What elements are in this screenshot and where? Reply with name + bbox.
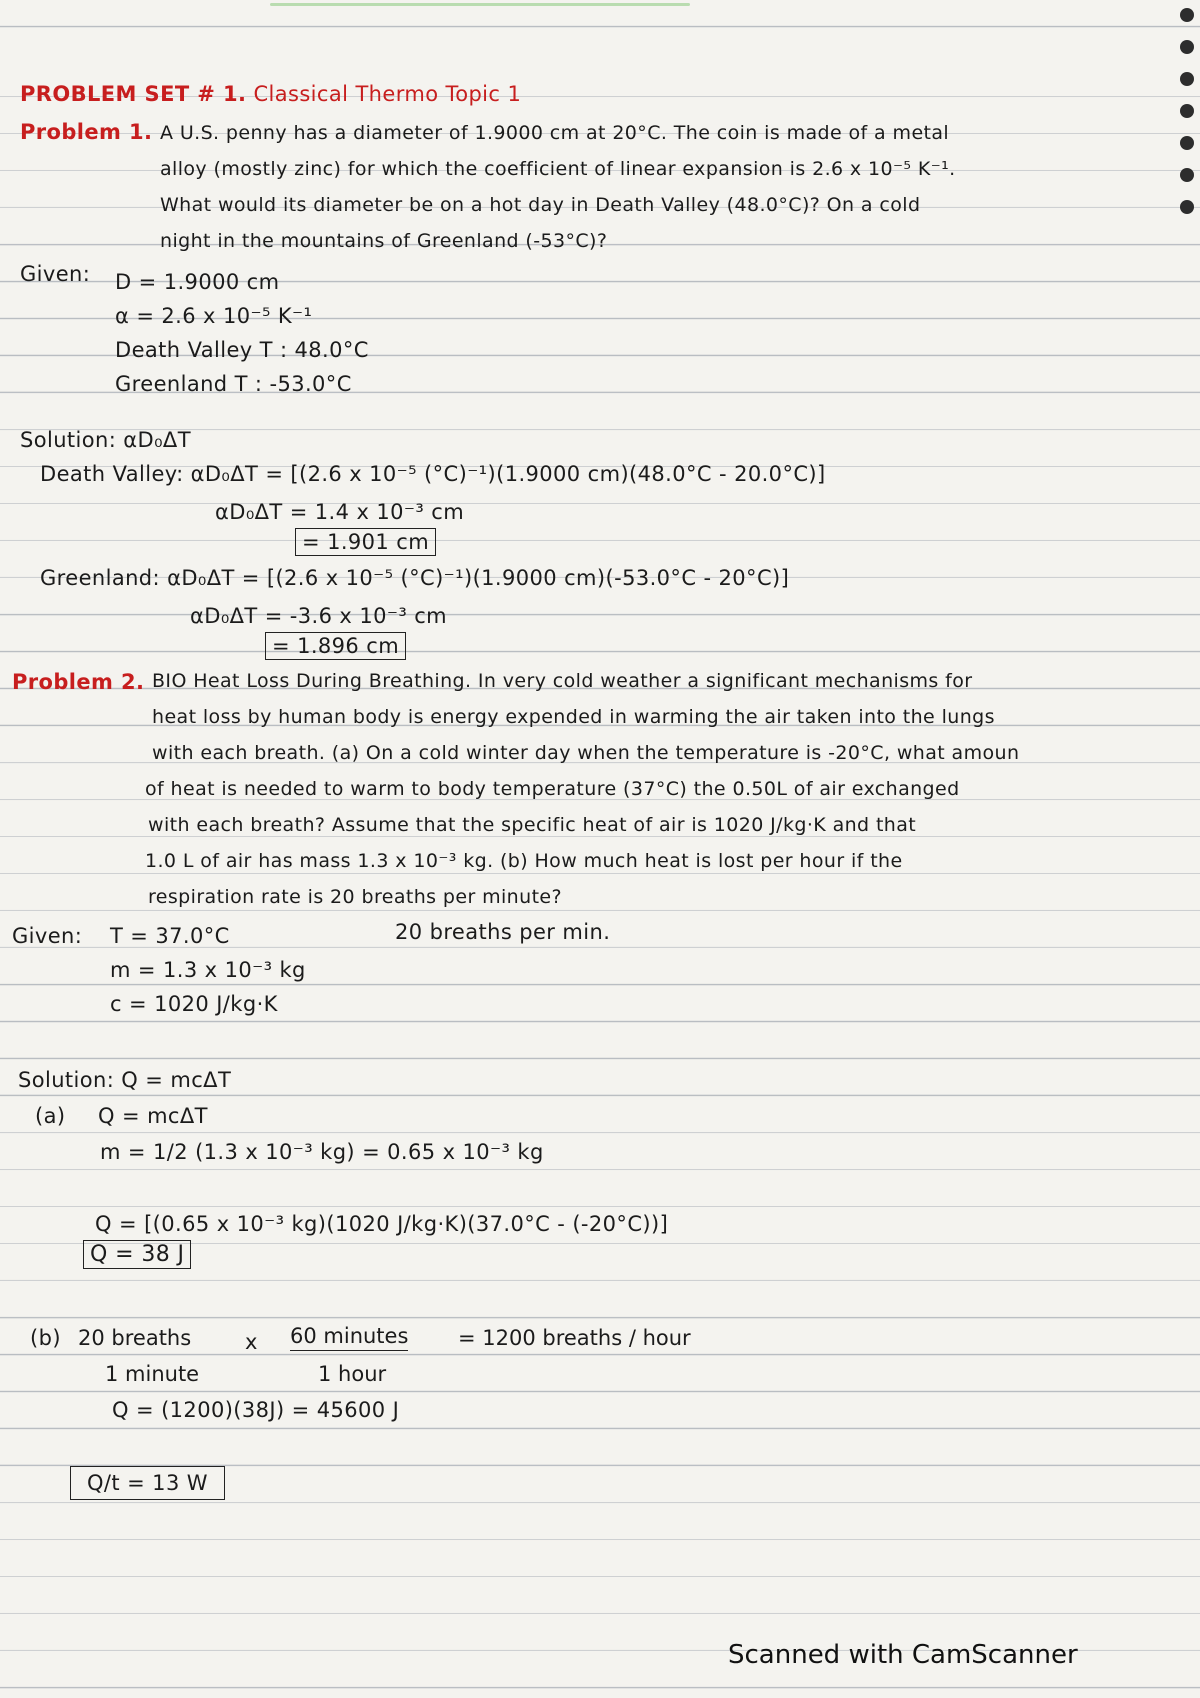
part-a-label: (a)	[35, 1104, 66, 1128]
top-edge-mark	[270, 3, 690, 6]
part-b-per-minute: 1 minute	[105, 1362, 200, 1386]
given-value: Greenland T : -53.0°C	[115, 372, 352, 396]
problem2-label: Problem 2.	[12, 670, 145, 694]
given-value: m = 1.3 x 10⁻³ kg	[110, 958, 306, 982]
problem1-statement-line: What would its diameter be on a hot day in Death Valley (48.0°C)? On a cold	[160, 194, 921, 216]
part-a-mass: m = 1/2 (1.3 x 10⁻³ kg) = 0.65 x 10⁻³ kg	[100, 1140, 544, 1164]
part-b-minutes: 60 minutes	[290, 1324, 408, 1351]
problem2-statement-line: with each breath? Assume that the specific heat of air is 1020 J/kg·K and that	[148, 814, 917, 836]
problem2-statement-line: BIO Heat Loss During Breathing. In very cold weather a significant mechanisms for	[152, 670, 973, 692]
given-value: D = 1.9000 cm	[115, 270, 280, 294]
part-b-calculation: Q = (1200)(38J) = 45600 J	[112, 1398, 400, 1422]
given-label: Given:	[20, 262, 91, 286]
given-value: c = 1020 J/kg·K	[110, 992, 278, 1016]
solution-label: Solution: αD₀ΔT	[20, 428, 191, 452]
part-a-answer: Q = 38 J	[83, 1240, 191, 1269]
part-b-answer: Q/t = 13 W	[70, 1466, 225, 1500]
death-valley-answer: = 1.901 cm	[295, 528, 436, 556]
part-b-label: (b)	[30, 1326, 61, 1350]
title-topic: Classical Thermo Topic 1	[253, 82, 522, 106]
death-valley-equation: Death Valley: αD₀ΔT = [(2.6 x 10⁻⁵ (°C)⁻¹)(1.9000 cm)(48.0°C - 20.0°C)]	[40, 462, 826, 486]
part-b-per-hour: 1 hour	[318, 1362, 387, 1386]
given-value: T = 37.0°C	[110, 924, 230, 948]
death-valley-expansion: αD₀ΔT = 1.4 x 10⁻³ cm	[215, 500, 465, 524]
binder-holes	[1172, 0, 1194, 230]
solution-label: Solution: Q = mcΔT	[18, 1068, 232, 1092]
problem1-label: Problem 1.	[20, 120, 153, 144]
greenland-equation: Greenland: αD₀ΔT = [(2.6 x 10⁻⁵ (°C)⁻¹)(1.9000 cm)(-53.0°C - 20°C)]	[40, 566, 790, 590]
problem2-statement-line: 1.0 L of air has mass 1.3 x 10⁻³ kg. (b) How much heat is lost per hour if the	[145, 850, 903, 872]
binder-hole	[1180, 136, 1194, 150]
problem2-statement-line: heat loss by human body is energy expended in warming the air taken into the lungs	[152, 706, 995, 728]
part-b-breaths: 20 breaths	[78, 1326, 192, 1350]
greenland-expansion: αD₀ΔT = -3.6 x 10⁻³ cm	[190, 604, 448, 628]
part-a-equation: Q = mcΔT	[98, 1104, 208, 1128]
binder-hole	[1180, 72, 1194, 86]
problem2-statement-line: respiration rate is 20 breaths per minute?	[148, 886, 562, 908]
greenland-answer: = 1.896 cm	[265, 632, 406, 660]
given-label: Given:	[12, 924, 83, 948]
problem1-statement-line: A U.S. penny has a diameter of 1.9000 cm at 20°C. The coin is made of a metal	[160, 122, 950, 144]
scanner-watermark: Scanned with CamScanner	[728, 1640, 1078, 1670]
part-a-calculation: Q = [(0.65 x 10⁻³ kg)(1020 J/kg·K)(37.0°C - (-20°C))]	[95, 1212, 669, 1236]
binder-hole	[1180, 8, 1194, 22]
binder-hole	[1180, 40, 1194, 54]
given-value: Death Valley T : 48.0°C	[115, 338, 369, 362]
problem2-statement-line: with each breath. (a) On a cold winter day when the temperature is -20°C, what amoun	[152, 742, 1020, 764]
problem1-statement-line: night in the mountains of Greenland (-53°C)?	[160, 230, 608, 252]
part-b-rate-result: = 1200 breaths / hour	[458, 1326, 691, 1350]
part-b-times: x	[245, 1330, 258, 1354]
given-breath-rate: 20 breaths per min.	[395, 920, 611, 944]
binder-hole	[1180, 168, 1194, 182]
page-title	[20, 82, 521, 106]
given-value: α = 2.6 x 10⁻⁵ K⁻¹	[115, 304, 313, 328]
binder-hole	[1180, 104, 1194, 118]
title-problem-set: PROBLEM SET # 1.	[20, 82, 247, 106]
binder-hole	[1180, 200, 1194, 214]
problem1-statement-line: alloy (mostly zinc) for which the coefficient of linear expansion is 2.6 x 10⁻⁵ K⁻¹.	[160, 158, 956, 180]
problem2-statement-line: of heat is needed to warm to body temperature (37°C) the 0.50L of air exchanged	[145, 778, 960, 800]
